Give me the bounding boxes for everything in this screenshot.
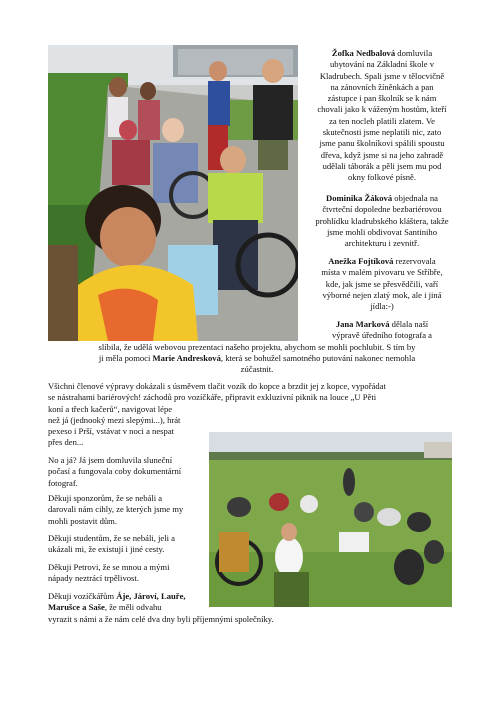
text-line: na zánovních žíněnkách a pan <box>330 81 434 92</box>
text-line: ubytování na Základní škole v <box>329 59 435 70</box>
text-line: rezervovala <box>393 256 436 266</box>
text-line: domluvila <box>395 48 433 58</box>
person-name: Anežka Fojtíková <box>328 256 394 266</box>
paragraph-markova <box>48 319 466 375</box>
text-line: dělala naší <box>389 319 429 329</box>
text-line: chovali jako k váženým hostům, kteří <box>317 104 447 115</box>
text-line: objednala na <box>392 193 438 203</box>
text-line: jídla:-) <box>370 301 394 312</box>
text-line: , že měli odvahu <box>104 602 162 613</box>
person-name: Marie Andresková <box>152 352 221 363</box>
text-line: , která se bohužel samotného putování nakonec nemohla <box>220 352 416 363</box>
text-line: dřeva, když jsme si na jeho zahradě <box>320 149 444 160</box>
text-line: místa v malém pivovaru ve Stříbře, <box>321 267 443 278</box>
paragraph-fojtikova <box>298 256 466 312</box>
paragraph-wheelchair-users <box>48 591 468 625</box>
paragraph-me <box>48 455 208 489</box>
text-line: výborné nejen zlatý mok, ale i jiná <box>322 289 442 300</box>
text-line: udělali táborák a pěli jsem mu pod <box>322 160 442 171</box>
text-line: Děkuji Petrovi, že se mnou a mými <box>48 562 170 572</box>
text-line: Všichni členové výpravy dokázali s úsměvem tlačit vozík do kopce a brzdit jej z kopce, vypořádat <box>48 381 386 391</box>
text-line: pexeso i Prší, vstávat v noci a nespat <box>48 426 175 437</box>
person-names: Marušce a Saše <box>48 602 105 613</box>
text-line: fotograf. <box>48 477 78 488</box>
picnic-meadow-photo <box>209 432 452 607</box>
text-line: jsme mohli obdivovat Santiniho <box>326 226 438 237</box>
text-line: Kladrubech. Spali jsme v tělocvičně <box>319 70 445 81</box>
text-line: architekturu i zevnitř. <box>344 238 420 249</box>
paragraph-sponsors <box>48 493 208 527</box>
paragraph-team <box>48 381 468 449</box>
text-line: darovali nám cihly, ze kterých jsme my <box>48 504 184 515</box>
paragraph-nedbalova <box>298 48 466 184</box>
text-line: mohli postavit dům. <box>48 515 117 526</box>
person-name: Dominika Žáková <box>326 193 393 203</box>
text-line: Děkuji vozíčkářům <box>48 591 117 601</box>
text-line: jsme panu školníkovi spálili spoustu <box>319 138 445 149</box>
text-line: zástupce i pan školník se k nám <box>327 93 437 104</box>
text-line: kde, jak jsme se přesvědčili, vaří <box>325 278 439 289</box>
text-line: prohlídku kladrubského kláštera, takže <box>315 215 449 226</box>
text-line: skutečnosti jsme neplatili nic, zato <box>322 127 442 138</box>
text-line: nápady neztrácí trpělivost. <box>48 573 139 584</box>
paragraph-zakova <box>296 193 468 249</box>
text-line: okny folkové písně. <box>347 172 417 183</box>
text-line: čtvrteční dopoledne bezbariérovou <box>322 204 442 215</box>
text-line: vyrazit s námi a že nám celé dva dny byli příjemnými společníky. <box>48 613 274 624</box>
text-line: No a já? Já jsem domluvila sluneční <box>48 455 173 465</box>
text-line: počasí a fungovala coby dokumentární <box>48 466 182 477</box>
text-line: přes den... <box>48 437 84 448</box>
text-line: za ten nocleh platili zlatem. Ve <box>329 115 435 126</box>
text-line: slíbila, že udělá webovou prezentaci našeho projektu, abychom se mohli pochlubit. S tím by <box>98 341 416 352</box>
text-line: ji měla pomoci <box>98 352 153 363</box>
text-line: než já (jednooký mezi slepými...), hrát <box>48 414 181 425</box>
group-photo-road <box>48 45 298 341</box>
person-names: Áje, Jároví, Lauře, <box>116 591 186 601</box>
person-name: Jana Marková <box>335 319 390 329</box>
person-name: Žofka Nedbalová <box>331 48 396 58</box>
text-line: koní a třech kačerů“, navigovat lépe <box>48 403 173 414</box>
text-line: se nástrahami bariérových! záchodů pro vozíčkáře, připravit exkluzivní piknik na louce „U Pěti <box>48 392 377 403</box>
text-line: zúčastnit. <box>240 364 274 375</box>
text-line: ukázali mi, že existují i jiné cesty. <box>48 544 165 555</box>
text-line: Děkuji studentům, že se nebáli, jeli a <box>48 533 175 543</box>
text-line: Děkuji sponzorům, že se nebáli a <box>48 493 163 503</box>
text-line: výpravě úředního fotografa a <box>332 330 432 341</box>
paragraph-petr <box>48 562 208 585</box>
paragraph-students <box>48 533 208 556</box>
